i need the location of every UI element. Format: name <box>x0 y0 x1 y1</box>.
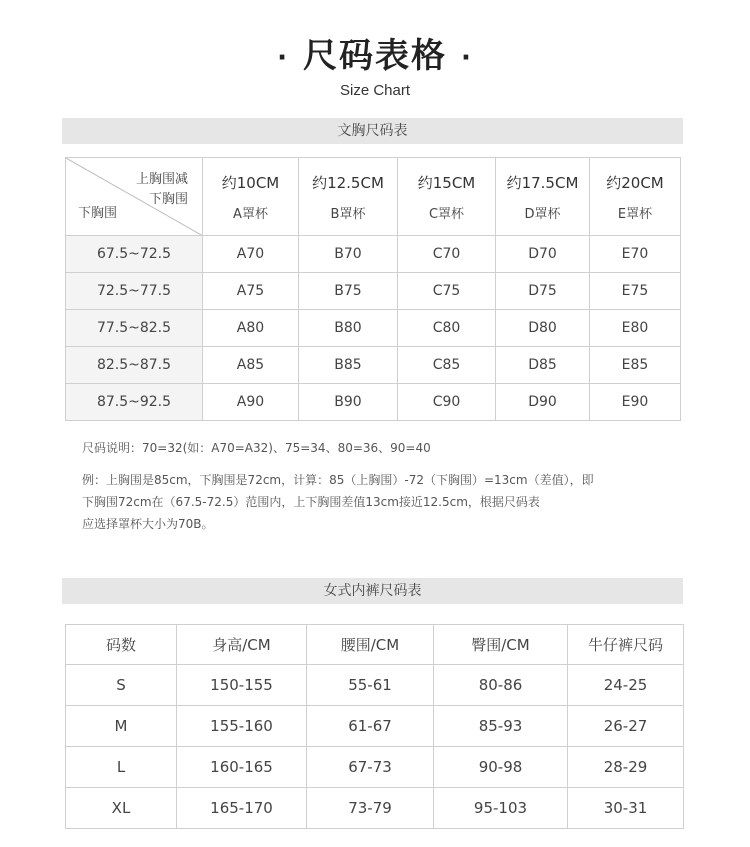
pants-header-cell: 身高/CM <box>177 625 307 665</box>
bra-col-cup: D罩杯 <box>524 206 561 222</box>
size-cell: A80 <box>203 310 299 347</box>
bra-col-cup: C罩杯 <box>428 206 465 222</box>
title-text: 尺码表格 <box>303 36 447 76</box>
under-bust-range: 82.5~87.5 <box>66 347 203 384</box>
pants-cell: 67-73 <box>307 747 434 788</box>
pants-cell: 80-86 <box>434 665 568 706</box>
corner-label-diff-1: 上胸围减 <box>135 172 188 187</box>
size-cell: D70 <box>496 236 590 273</box>
bra-col-diff: 约10CM <box>221 173 280 192</box>
table-row <box>66 706 684 747</box>
pants-cell: 26-27 <box>568 706 684 747</box>
pants-cell: 61-67 <box>307 706 434 747</box>
pants-section-title: 女式内裤尺码表 <box>62 578 683 604</box>
page-subtitle: Size Chart <box>339 82 411 99</box>
example-line-3: 应选择罩杯大小为70B。 <box>82 517 214 531</box>
bra-col-cup: E罩杯 <box>617 206 653 222</box>
bra-col-cup: A罩杯 <box>233 206 268 222</box>
example-line-1: 例：上胸围是85cm，下胸围是72cm，计算：85（上胸围）-72（下胸围）=13cm（差值），即 <box>82 473 594 487</box>
size-cell: A75 <box>203 273 299 310</box>
size-cell: C75 <box>398 273 496 310</box>
pants-cell: L <box>66 747 177 788</box>
pants-cell: 95-103 <box>434 788 568 829</box>
size-cell: B85 <box>299 347 398 384</box>
bra-col-header <box>496 158 590 236</box>
table-row <box>66 788 684 829</box>
bra-col-diff: 约20CM <box>606 173 664 192</box>
table-row <box>66 665 684 706</box>
bra-col-header <box>299 158 398 236</box>
pants-cell: XL <box>66 788 177 829</box>
pants-cell: 90-98 <box>434 747 568 788</box>
size-note: 尺码说明：70=32(如：A70=A32)、75=34、80=36、90=40 <box>82 441 431 455</box>
size-cell: E90 <box>590 384 681 421</box>
size-cell: C80 <box>398 310 496 347</box>
pants-header-row <box>66 625 684 665</box>
pants-cell: 155-160 <box>177 706 307 747</box>
size-cell: E85 <box>590 347 681 384</box>
table-row <box>66 310 681 347</box>
title-dot-left: · <box>277 42 289 73</box>
size-cell: A85 <box>203 347 299 384</box>
bra-section-title: 文胸尺码表 <box>62 118 683 144</box>
example-line-2: 下胸围72cm在（67.5-72.5）范围内，上下胸围差值13cm接近12.5cm，根据尺码表 <box>82 495 540 509</box>
size-cell: B80 <box>299 310 398 347</box>
size-cell: E70 <box>590 236 681 273</box>
under-bust-range: 87.5~92.5 <box>66 384 203 421</box>
pants-cell: 30-31 <box>568 788 684 829</box>
bra-col-header <box>590 158 681 236</box>
pants-cell: 165-170 <box>177 788 307 829</box>
pants-cell: 85-93 <box>434 706 568 747</box>
size-cell: C70 <box>398 236 496 273</box>
bra-corner-cell <box>66 158 203 236</box>
size-cell: E75 <box>590 273 681 310</box>
pants-header-cell: 臀围/CM <box>434 625 568 665</box>
pants-cell: 24-25 <box>568 665 684 706</box>
pants-header-cell: 码数 <box>66 625 177 665</box>
pants-cell: 73-79 <box>307 788 434 829</box>
corner-label-under: 下胸围 <box>78 206 118 221</box>
size-cell: B75 <box>299 273 398 310</box>
size-cell: D80 <box>496 310 590 347</box>
table-row <box>66 347 681 384</box>
size-cell: C85 <box>398 347 496 384</box>
pants-header-cell: 牛仔裤尺码 <box>568 625 684 665</box>
size-cell: B90 <box>299 384 398 421</box>
corner-label-diff-2: 下胸围 <box>148 192 188 207</box>
size-cell: B70 <box>299 236 398 273</box>
bra-col-diff: 约17.5CM <box>506 173 579 192</box>
page-title <box>0 28 750 77</box>
bra-col-diff: 约15CM <box>417 173 476 192</box>
table-row <box>66 236 681 273</box>
size-cell: D90 <box>496 384 590 421</box>
bra-size-table <box>65 157 681 421</box>
size-cell: D75 <box>496 273 590 310</box>
size-cell: A70 <box>203 236 299 273</box>
size-cell: D85 <box>496 347 590 384</box>
pants-cell: S <box>66 665 177 706</box>
pants-cell: 28-29 <box>568 747 684 788</box>
bra-header-row <box>66 158 681 236</box>
table-row <box>66 273 681 310</box>
bra-col-header <box>398 158 496 236</box>
under-bust-range: 67.5~72.5 <box>66 236 203 273</box>
size-cell: A90 <box>203 384 299 421</box>
pants-cell: M <box>66 706 177 747</box>
bra-col-diff: 约12.5CM <box>312 173 384 192</box>
bra-col-cup: B罩杯 <box>330 206 366 222</box>
pants-size-table <box>65 624 684 829</box>
pants-header-cell: 腰围/CM <box>307 625 434 665</box>
under-bust-range: 72.5~77.5 <box>66 273 203 310</box>
table-row <box>66 747 684 788</box>
pants-cell: 160-165 <box>177 747 307 788</box>
table-row <box>66 384 681 421</box>
pants-cell: 55-61 <box>307 665 434 706</box>
size-cell: E80 <box>590 310 681 347</box>
pants-cell: 150-155 <box>177 665 307 706</box>
title-dot-right: · <box>461 42 473 73</box>
bra-col-header <box>203 158 299 236</box>
size-cell: C90 <box>398 384 496 421</box>
under-bust-range: 77.5~82.5 <box>66 310 203 347</box>
